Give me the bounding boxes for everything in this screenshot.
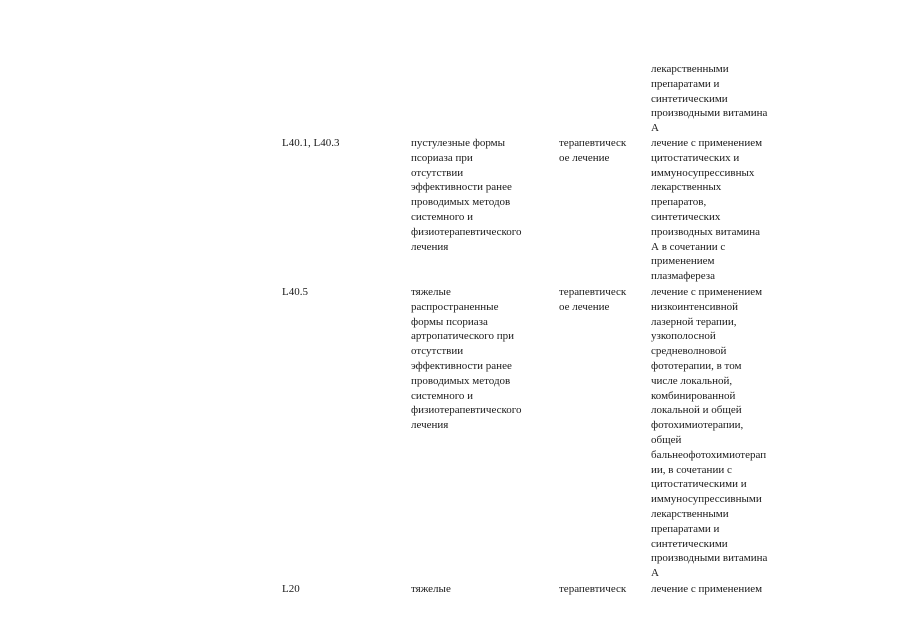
row-0-treatment: лекарственными препаратами и синтетическими производными витамина А	[651, 63, 768, 135]
row-1-method: терапевтическ ое лечение	[559, 137, 627, 164]
row-2-code: L40.5	[282, 286, 308, 298]
row-3-treatment: лечение с применением	[651, 583, 763, 595]
row-1-code: L40.1, L40.3	[282, 137, 340, 149]
row-2-method: терапевтическ ое лечение	[559, 286, 627, 313]
row-3-description: тяжелые	[411, 583, 451, 595]
row-2-treatment: лечение с применением низкоинтенсивной лазерной терапии, узкополосной средневолновой фототерапии, в том числе локальной, комбинированной локальной и общей фотохимиотерапии, общей бальнеофотохимиотерап ии, в сочетании с цитостатическими и иммуносупрессивными лекарственными препаратами и синтетическими производными витамина А	[651, 286, 768, 580]
row-1-treatment: лечение с применением цитостатических и иммуносупрессивных лекарственных препаратов, синтетических производных витамина А в сочетании с применением плазмафереза	[651, 137, 763, 283]
row-3-code: L20	[282, 583, 300, 595]
row-2-description: тяжелые распространенные формы псориаза артропатического при отсутствии эффективности ранее проводимых методов системного и физиотерапевтического лечения	[411, 286, 522, 432]
row-1-description: пустулезные формы псориаза при отсутствии эффективности ранее проводимых методов системного и физиотерапевтического лечения	[411, 137, 522, 253]
row-3-method: терапевтическ	[559, 583, 627, 595]
